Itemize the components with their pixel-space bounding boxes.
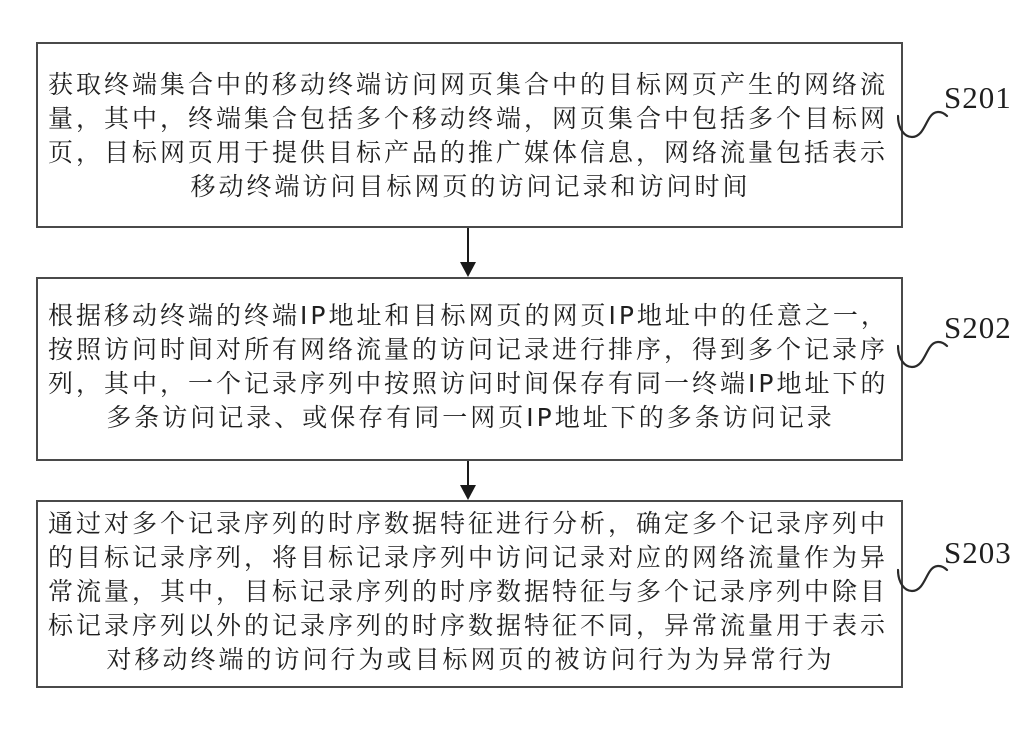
step-label-s201: S201: [944, 80, 1012, 115]
step2-line-3: 列，其中，一个记录序列中按照访问时间保存有同一终端IP地址下的: [48, 369, 889, 398]
step-label-s202: S202: [944, 310, 1012, 345]
step-label-s203: S203: [944, 535, 1012, 570]
arrow-stem: [467, 461, 469, 487]
step3-line-5: 对移动终端的访问行为或目标网页的被访问行为为异常行为: [106, 645, 835, 674]
step-connector-squiggle-icon: [897, 336, 949, 374]
step3-line-3: 常流量，其中，目标记录序列的时序数据特征与多个记录序列中除目: [48, 577, 889, 606]
arrow-down-icon: [460, 262, 476, 277]
step1-line-2: 量，其中，终端集合包括多个移动终端，网页集合中包括多个目标网: [48, 104, 889, 133]
step2-line-1: 根据移动终端的终端IP地址和目标网页的网页IP地址中的任意之一，: [48, 301, 889, 330]
flow-arrow-1: [459, 228, 477, 277]
arrow-down-icon: [460, 485, 476, 500]
step1-line-1: 获取终端集合中的移动终端访问网页集合中的目标网页产生的网络流: [48, 70, 889, 99]
step3-line-2: 的目标记录序列，将目标记录序列中访问记录对应的网络流量作为异: [48, 543, 889, 572]
step2-line-2: 按照访问时间对所有网络流量的访问记录进行排序，得到多个记录序: [48, 335, 889, 364]
step1-line-4: 移动终端访问目标网页的访问记录和访问时间: [190, 172, 751, 201]
step3-line-1: 通过对多个记录序列的时序数据特征进行分析，确定多个记录序列中: [48, 509, 889, 538]
step-box-s201: [36, 42, 903, 228]
step-connector-squiggle-icon: [897, 560, 949, 598]
step-box-s202: [36, 277, 903, 461]
flow-arrow-2: [459, 461, 477, 500]
arrow-stem: [467, 228, 469, 264]
step-box-s203: [36, 500, 903, 688]
step3-line-4: 标记录序列以外的记录序列的时序数据特征不同，异常流量用于表示: [48, 611, 889, 640]
step2-line-4: 多条访问记录、或保存有同一网页IP地址下的多条访问记录: [106, 403, 835, 432]
step-connector-squiggle-icon: [897, 106, 949, 144]
step1-line-3: 页，目标网页用于提供目标产品的推广媒体信息，网络流量包括表示: [48, 138, 889, 167]
